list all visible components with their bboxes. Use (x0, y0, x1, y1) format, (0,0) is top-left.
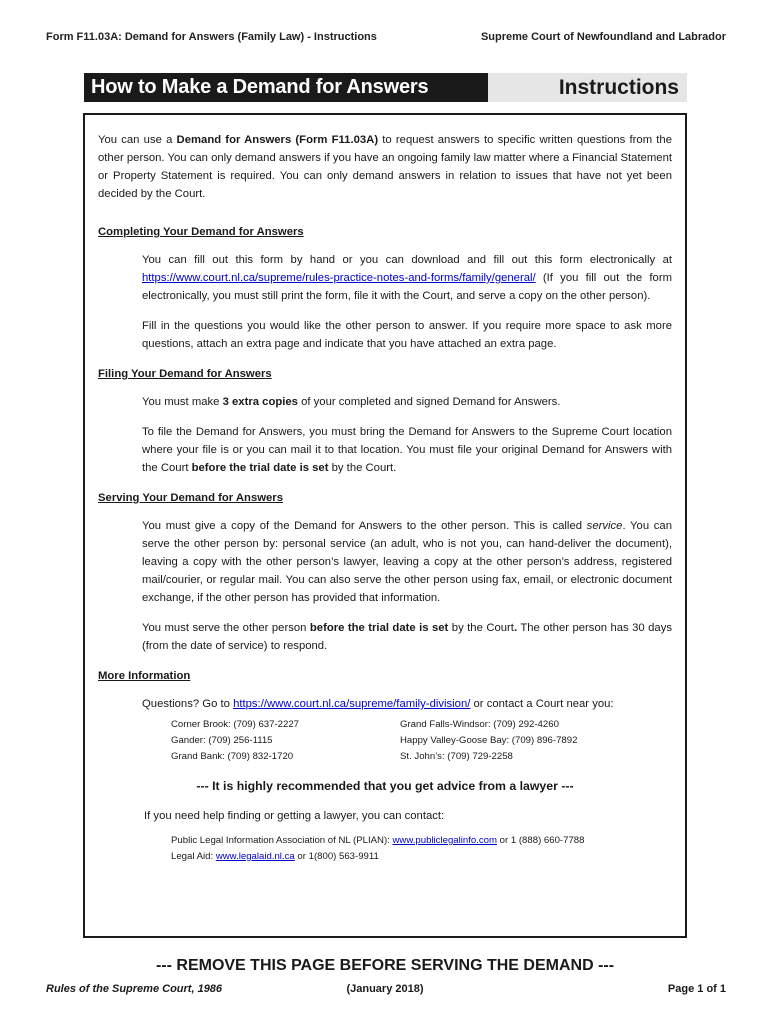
lawyer-advice-warning: --- It is highly recommended that you get advice from a lawyer --- (196, 779, 574, 793)
help-organizations (98, 833, 672, 865)
legal-aid-contact: Legal Aid: www.legalaid.nl.ca or 1(800) 563-9911 (171, 851, 379, 862)
footer-date: (January 2018) (346, 983, 424, 995)
instructions-label: Instructions (558, 76, 679, 99)
help-line: If you need help finding or getting a lawyer, you can contact: (144, 810, 445, 822)
court-contacts (98, 717, 672, 765)
filing-paragraph-2: To file the Demand for Answers, you must bring the Demand for Answers to the Supreme Court location where your file is or you can mail it to that location. You must file your original Demand for Answers with the Court before the trial date is set by the Court. (142, 426, 672, 474)
form-title: Form F11.03A: Demand for Answers (Family Law) - Instructions (46, 31, 377, 43)
completing-paragraph-1: You can fill out this form by hand or you can download and fill out this form electronically at https://www.court.nl.ca/supreme/rules-practice-notes-and-forms/family/general/ (If you fill out the form electronically, you must still print the form, file it with the Court, and serve a copy on the other person). (142, 254, 672, 302)
section-heading-serving: Serving Your Demand for Answers (98, 492, 283, 504)
contact-st-johns: St. John’s: (709) 729-2258 (400, 751, 513, 762)
title-bar (84, 73, 687, 102)
completing-paragraph-2: Fill in the questions you would like the other person to answer. If you require more space to ask more questions, attach an extra page and indicate that you have attached an extra page. (142, 320, 672, 350)
footer-rules: Rules of the Supreme Court, 1986 (46, 983, 223, 995)
contact-gander: Gander: (709) 256-1115 (171, 735, 273, 746)
plian-link[interactable]: www.publiclegalinfo.com (392, 835, 497, 846)
remove-page-notice: --- REMOVE THIS PAGE BEFORE SERVING THE DEMAND --- (155, 957, 615, 974)
contact-grand-bank: Grand Bank: (709) 832-1720 (171, 751, 294, 762)
family-division-link[interactable]: https://www.court.nl.ca/supreme/family-division/ (233, 698, 471, 710)
footer-page-number: Page 1 of 1 (667, 983, 726, 995)
serving-paragraph-2: You must serve the other person before the trial date is set by the Court. The other person has 30 days (from the date of service) to respond. (142, 622, 673, 652)
intro-paragraph: You can use a Demand for Answers (Form F11.03A) to request answers to specific written questions from the other person. You can only demand answers if you have an ongoing family law matter where a Financial Statement or Property Statement is required. You can only demand answers in relation to issues that have not yet been decided by the Court. (98, 134, 673, 200)
instructions-box (83, 113, 687, 938)
section-heading-more-info: More Information (98, 670, 191, 682)
contact-corner-brook: Corner Brook: (709) 637-2227 (171, 719, 299, 730)
section-heading-completing: Completing Your Demand for Answers (98, 226, 304, 238)
legal-aid-link[interactable]: www.legalaid.nl.ca (215, 851, 295, 862)
contact-grand-falls: Grand Falls-Windsor: (709) 292-4260 (400, 719, 559, 730)
page-title: How to Make a Demand for Answers (84, 73, 488, 102)
court-name: Supreme Court of Newfoundland and Labrador (480, 31, 726, 43)
section-heading-filing: Filing Your Demand for Answers (98, 368, 272, 380)
contact-happy-valley: Happy Valley-Goose Bay: (709) 896-7892 (400, 735, 578, 746)
serving-paragraph-1: You must give a copy of the Demand for Answers to the other person. This is called service. You can serve the other person by: personal service (an adult, who is not you, can hand-deliver the document), leaving a copy with the other person’s lawyer, leaving a copy at the other person’s address, registered mail/courier, or regular mail. You can also serve the other person using fax, email, or electronic document exchange, if the other person has provided that information. (142, 520, 672, 604)
plian-contact: Public Legal Information Association of NL (PLIAN): www.publiclegalinfo.com or 1 (888) 660-7788 (171, 835, 585, 846)
filing-paragraph-1: You must make 3 extra copies of your completed and signed Demand for Answers. (142, 396, 561, 408)
forms-link[interactable]: https://www.court.nl.ca/supreme/rules-practice-notes-and-forms/family/general/ (142, 272, 536, 284)
questions-line: Questions? Go to https://www.court.nl.ca/supreme/family-division/ or contact a Court near you: (142, 698, 614, 710)
